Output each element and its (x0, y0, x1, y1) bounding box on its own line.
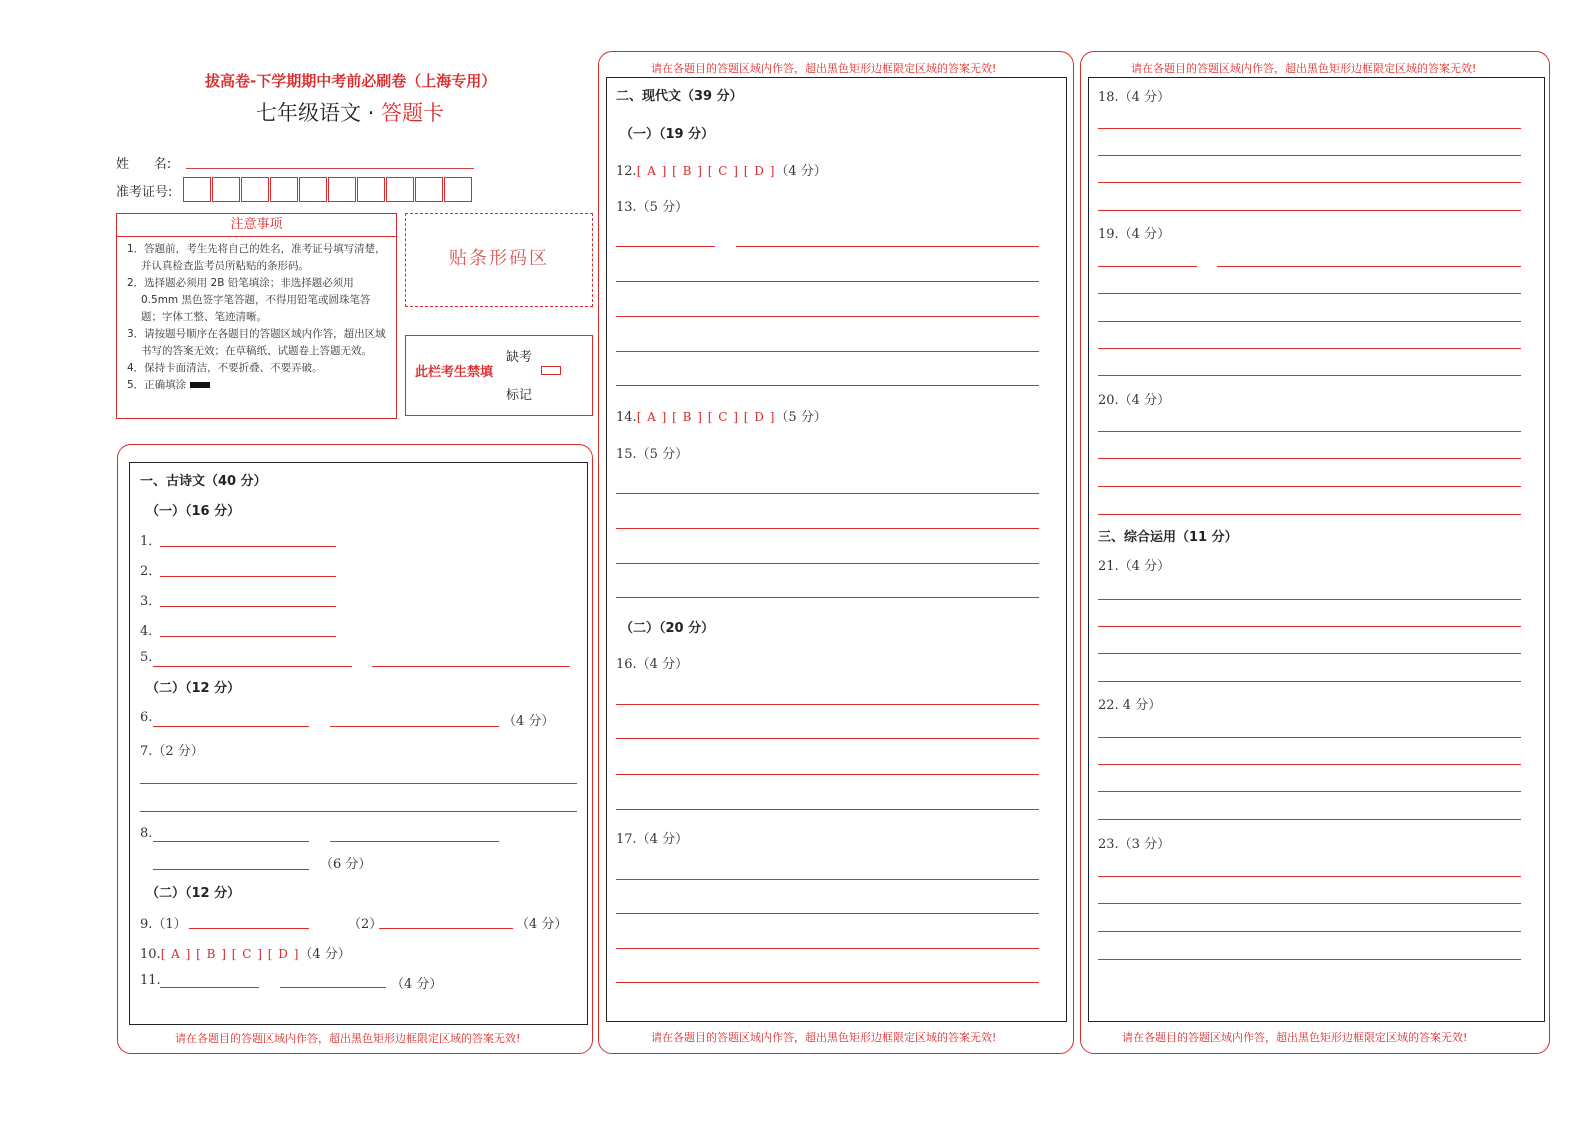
notice-item: 3．请按题号顺序在各题目的答题区域内作答，超出区域书写的答案无效；在草稿纸、试题卷上答题无效。 (127, 328, 386, 357)
exam-id-digit-box[interactable] (270, 177, 298, 202)
question-7: 7.（2 分） (140, 744, 204, 759)
answer-frame-3 (1088, 77, 1545, 1022)
question-5: 5. (140, 650, 153, 665)
question-14 (616, 406, 827, 425)
exam-id-digit-box[interactable] (357, 177, 385, 202)
notice-item: 1．答题前，考生先将自己的姓名，准考证号填写清楚，并认真检查监考员所粘贴的条形码。 (127, 243, 386, 272)
warning-text: 请在各题目的答题区域内作答，超出黑色矩形边框限定区域的答案无效! (651, 1031, 997, 1044)
answer-line[interactable] (1098, 653, 1521, 654)
question-4: 4． (140, 624, 162, 639)
question-18: 18.（4 分） (1098, 90, 1171, 105)
answer-line[interactable] (1098, 876, 1521, 877)
section-title: 二、现代文（39 分） (616, 89, 743, 104)
question-10 (140, 943, 351, 962)
score-label: （4 分） (775, 164, 827, 179)
exam-id-digit-box[interactable] (299, 177, 327, 202)
answer-line[interactable] (153, 726, 309, 727)
answer-line[interactable] (1098, 155, 1521, 156)
answer-line[interactable] (330, 726, 499, 727)
answer-line[interactable] (616, 246, 715, 247)
answer-line[interactable] (1098, 931, 1521, 932)
answer-line[interactable] (616, 982, 1039, 983)
notice-title: 注意事项 (117, 214, 396, 237)
notice-item: 2．选择题必须用 2B 铅笔填涂；非选择题必须用0.5mm 黑色签字笔答题，不得用铅笔或圆珠笔答题；字体工整、笔迹清晰。 (127, 277, 371, 323)
question-20: 20.（4 分） (1098, 393, 1171, 408)
question-3: 3． (140, 594, 162, 609)
subsection-title: （二）（12 分） (146, 681, 241, 696)
choice-options[interactable]: [ A ] [ B ] [ C ] [ D ] (636, 410, 776, 424)
question-number: 14. (616, 410, 637, 425)
card-title-main: 七年级语文 · (256, 101, 382, 125)
score-label: （5 分） (775, 410, 827, 425)
question-6: 6. (140, 710, 153, 725)
answer-line[interactable] (616, 385, 1039, 386)
subsection-title: （一）（19 分） (620, 127, 715, 142)
warning-text: 请在各题目的答题区域内作答，超出黑色矩形边框限定区域的答案无效! (1131, 62, 1477, 75)
exam-id-digit-box[interactable] (444, 177, 472, 202)
answer-line[interactable] (616, 738, 1039, 739)
warning-text: 请在各题目的答题区域内作答，超出黑色矩形边框限定区域的答案无效! (175, 1032, 521, 1045)
question-17: 17.（4 分） (616, 832, 689, 847)
answer-line[interactable] (280, 987, 386, 988)
answer-line[interactable] (189, 928, 309, 929)
question-number: 12. (616, 164, 637, 179)
question-13: 13.（5 分） (616, 200, 689, 215)
name-field[interactable] (186, 168, 474, 169)
answer-line[interactable] (1098, 182, 1521, 183)
answer-line[interactable] (1098, 599, 1521, 600)
answer-line[interactable] (1098, 293, 1521, 294)
answer-line[interactable] (153, 869, 309, 870)
question-11: 11. (140, 973, 161, 988)
answer-line[interactable] (1098, 431, 1521, 432)
exam-id-digit-box[interactable] (241, 177, 269, 202)
question-22: 22. 4 分） (1098, 698, 1162, 713)
answer-line[interactable] (616, 913, 1039, 914)
warning-text: 请在各题目的答题区域内作答，超出黑色矩形边框限定区域的答案无效! (651, 62, 997, 75)
question-19: 19.（4 分） (1098, 227, 1171, 242)
notice-box (116, 213, 397, 419)
notice-item: 4．保持卡面清洁，不要折叠、不要弄破。 (127, 362, 323, 374)
answer-line[interactable] (160, 606, 336, 607)
answer-line[interactable] (1098, 903, 1521, 904)
score-label: （4 分） (503, 714, 555, 729)
score-label: （4 分） (516, 917, 568, 932)
answer-line[interactable] (1098, 959, 1521, 960)
answer-line[interactable] (153, 841, 309, 842)
absent-label: 缺考 (506, 350, 533, 365)
answer-line[interactable] (379, 928, 513, 929)
answer-line[interactable] (616, 281, 1039, 282)
score-label: （4 分） (391, 977, 443, 992)
answer-line[interactable] (372, 666, 570, 667)
answer-line[interactable] (616, 774, 1039, 775)
answer-line[interactable] (160, 576, 336, 577)
section-title: 一、古诗文（40 分） (140, 474, 267, 489)
question-12 (616, 160, 827, 179)
choice-options[interactable]: [ A ] [ B ] [ C ] [ D ] (160, 947, 300, 961)
exam-id-digit-box[interactable] (415, 177, 443, 202)
answer-line[interactable] (736, 246, 1039, 247)
answer-line[interactable] (160, 636, 336, 637)
subsection-title: （二）（12 分） (146, 886, 241, 901)
answer-line[interactable] (616, 563, 1039, 564)
answer-line[interactable] (1217, 266, 1521, 267)
card-title-accent: 答题卡 (381, 101, 445, 125)
answer-line[interactable] (1098, 128, 1521, 129)
card-title (256, 97, 444, 127)
notice-item: 5．正确填涂 (123, 377, 390, 394)
absent-box (405, 335, 593, 416)
barcode-area: 贴条形码区 (405, 213, 593, 307)
answer-line[interactable] (616, 351, 1039, 352)
answer-line[interactable] (140, 783, 577, 784)
question-2: 2． (140, 564, 162, 579)
question-15: 15.（5 分） (616, 447, 689, 462)
exam-id-label: 准考证号: (116, 185, 173, 200)
answer-line[interactable] (1098, 458, 1521, 459)
answer-line[interactable] (1098, 375, 1521, 376)
score-label: （4 分） (299, 947, 351, 962)
answer-line[interactable] (140, 811, 577, 812)
question-9-part-2: （2） (348, 917, 383, 932)
exam-subtitle: 拔高卷-下学期期中考前必刷卷（上海专用） (205, 72, 497, 90)
answer-line[interactable] (616, 948, 1039, 949)
answer-line[interactable] (160, 546, 336, 547)
exam-id-digit-box[interactable] (386, 177, 414, 202)
question-8: 8. (140, 826, 153, 841)
question-23: 23.（3 分） (1098, 837, 1171, 852)
question-21: 21.（4 分） (1098, 559, 1171, 574)
answer-line[interactable] (1098, 764, 1521, 765)
section-title: 三、综合运用（11 分） (1098, 530, 1238, 545)
forbid-label: 此栏考生禁填 (415, 365, 494, 380)
answer-line[interactable] (616, 597, 1039, 598)
score-label: （6 分） (320, 857, 372, 872)
answer-line[interactable] (616, 809, 1039, 810)
answer-line[interactable] (1098, 791, 1521, 792)
answer-line[interactable] (616, 316, 1039, 317)
exam-id-digit-box[interactable] (183, 177, 211, 202)
answer-line[interactable] (1098, 486, 1521, 487)
subsection-title: （二）（20 分） (620, 621, 715, 636)
exam-id-digit-box[interactable] (328, 177, 356, 202)
answer-line[interactable] (1098, 266, 1197, 267)
answer-line[interactable] (1098, 210, 1521, 211)
question-9: 9.（1） (140, 917, 187, 932)
answer-line[interactable] (1098, 681, 1521, 682)
answer-line[interactable] (1098, 348, 1521, 349)
answer-line[interactable] (160, 987, 259, 988)
name-label: 姓 名: (116, 157, 172, 172)
answer-line[interactable] (616, 704, 1039, 705)
choice-options[interactable]: [ A ] [ B ] [ C ] [ D ] (636, 164, 776, 178)
answer-line[interactable] (616, 879, 1039, 880)
question-1: 1． (140, 534, 162, 549)
warning-text: 请在各题目的答题区域内作答，超出黑色矩形边框限定区域的答案无效! (1122, 1031, 1468, 1044)
answer-line[interactable] (330, 841, 499, 842)
answer-line[interactable] (1098, 626, 1521, 627)
answer-line[interactable] (1098, 514, 1521, 515)
answer-line[interactable] (616, 528, 1039, 529)
absent-mark-label: 标记 (506, 388, 533, 403)
question-number: 10. (140, 947, 161, 962)
question-16: 16.（4 分） (616, 657, 689, 672)
answer-line[interactable] (153, 666, 352, 667)
answer-frame-2 (606, 77, 1067, 1022)
answer-line[interactable] (616, 493, 1039, 494)
answer-line[interactable] (1098, 737, 1521, 738)
exam-id-digit-box[interactable] (212, 177, 240, 202)
answer-line[interactable] (1098, 321, 1521, 322)
absent-checkbox[interactable] (541, 366, 561, 375)
subsection-title: （一）（16 分） (146, 504, 241, 519)
filled-mark-icon (190, 382, 210, 388)
answer-line[interactable] (1098, 819, 1521, 820)
